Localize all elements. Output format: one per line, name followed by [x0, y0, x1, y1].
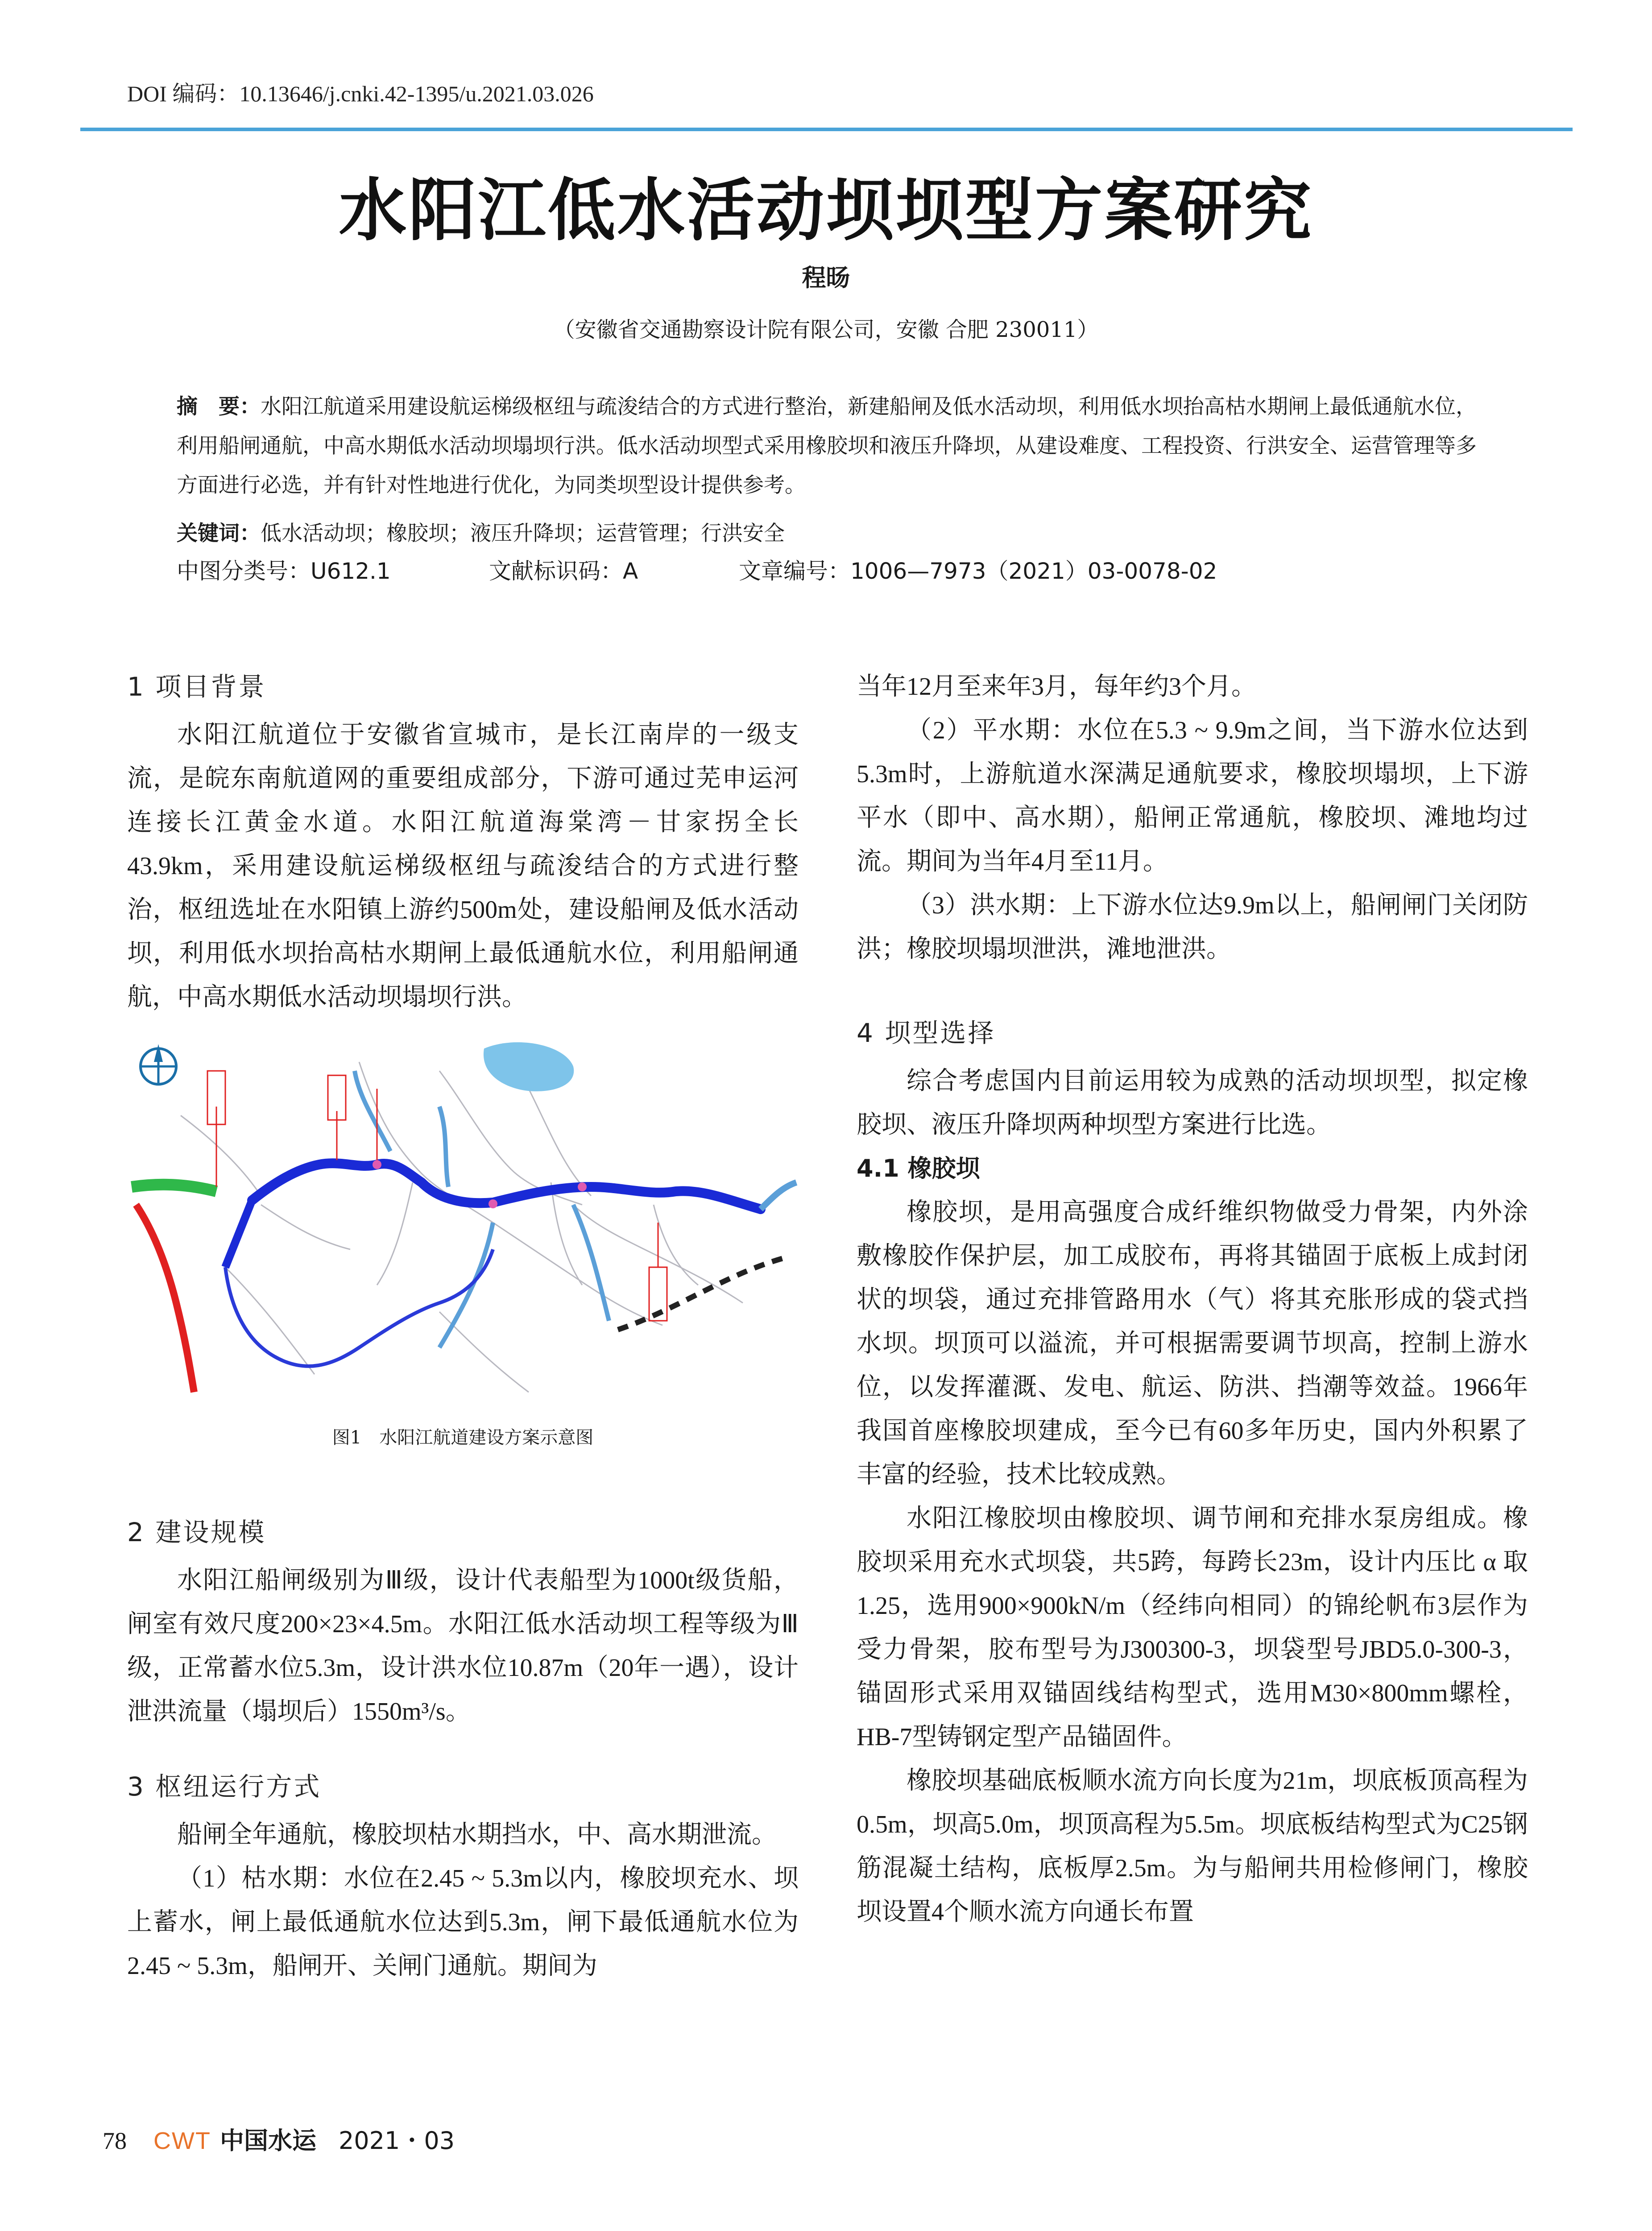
keywords	[177, 514, 1479, 553]
abstract-text: 水阳江航道采用建设航运梯级枢纽与疏浚结合的方式进行整治，新建船闸及低水活动坝，利用低水坝抬高枯水期闸上最低通航水位，利用船闸通航，中高水期低水活动坝塌坝行洪。低水活动坝型式采用橡胶坝和液压升降坝，从建设难度、工程投资、行洪安全、运营管理等多方面进行必选，并有针对性地进行优化，为同类坝型设计提供参考。	[177, 394, 1477, 498]
classification-row	[177, 553, 1217, 585]
doi-line: DOI 编码：10.13646/j.cnki.42-1395/u.2021.03.026	[127, 81, 594, 106]
section-4-1-paragraph-2: 水阳江橡胶坝由橡胶坝、调节闸和充排水泵房组成。橡胶坝采用充水式坝袋，共5跨，每跨长23m，设计内压比 α 取1.25，选用900×900kN/m（经纬向相同）的锦纶帆布3层作为受力骨架，胶布型号为J300300-3，坝袋型号JBD5.0-300-3，锚固形式采用双锚固线结构型式，选用M30×800mm螺栓，HB-7型铸钢定型产品锚固件。	[857, 1505, 1528, 1751]
figure-caption: 图1 水阳江航道建设方案示意图	[332, 1427, 594, 1448]
right-column	[857, 665, 1528, 1934]
section-1-heading: 1 项目背景	[127, 672, 266, 702]
keywords-label: 关键词：	[177, 521, 261, 546]
clc-code: 中图分类号：U612.1	[177, 558, 391, 584]
section-4-1-paragraph-1: 橡胶坝，是用高强度合成纤维织物做受力骨架，内外涂敷橡胶作保护层，加工成胶布，再将其锚固于底板上成封闭状的坝袋，通过充排管路用水（气）将其充胀形成的袋式挡水坝。坝顶可以溢流，并可根据需要调节坝高，控制上游水位，以发挥灌溉、发电、航运、防洪、挡潮等效益。1966年我国首座橡胶坝建成，至今已有60多年历史，国内外积累了丰富的经验，技术比较成熟。	[857, 1198, 1528, 1489]
section-2-paragraph: 水阳江船闸级别为Ⅲ级，设计代表船型为1000t级货船，闸室有效尺度200×23×4.5m。水阳江低水活动坝工程等级为Ⅲ级，正常蓄水位5.3m，设计洪水位10.87m（20年一遇），设计泄洪流量（塌坝后）1550m³/s。	[127, 1567, 799, 1725]
section-3-paragraph-2: （1）枯水期：水位在2.45 ~ 5.3m以内，橡胶坝充水、坝上蓄水，闸上最低通航水位达到5.3m，闸下最低通航水位为2.45 ~ 5.3m，船闸开、关闸门通航。期间为	[127, 1865, 799, 1980]
page-footer	[103, 2122, 455, 2156]
paper-author: 程旸	[802, 264, 850, 292]
header-rule	[80, 128, 1573, 131]
keywords-text: 低水活动坝；橡胶坝；液压升降坝；运营管理；行洪安全	[261, 521, 785, 546]
section-4-paragraph: 综合考虑国内目前运用较为成熟的活动坝坝型，拟定橡胶坝、液压升降坝两种坝型方案进行比选。	[857, 1067, 1528, 1139]
paragraph-dry-season-end: 当年12月至来年3月，每年约3个月。	[857, 673, 1256, 701]
journal-brand: CWT	[153, 2127, 211, 2154]
paper-title: 水阳江低水活动坝坝型方案研究	[339, 170, 1313, 250]
paragraph-flood-season: （3）洪水期：上下游水位达9.9m以上，船闸闸门关闭防洪；橡胶坝塌坝泄洪，滩地泄洪。	[857, 892, 1528, 963]
section-2-heading: 2 建设规模	[127, 1517, 266, 1547]
section-3-heading: 3 枢纽运行方式	[127, 1771, 322, 1802]
section-4-1-paragraph-3: 橡胶坝基础底板顺水流方向长度为21m，坝底板顶高程为0.5m，坝高5.0m，坝顶高程为5.5m。坝底板结构型式为C25钢筋混凝土结构，底板厚2.5m。为与船闸共用检修闸门，橡胶坝设置4个顺水流方向通长布置	[857, 1767, 1528, 1926]
paragraph-normal-season: （2）平水期：水位在5.3 ~ 9.9m之间，当下游水位达到5.3m时，上游航道水深满足通航要求，橡胶坝塌坝，上下游平水（即中、高水期），船闸正常通航，橡胶坝、滩地均过流。期间为当年4月至11月。	[857, 717, 1528, 875]
article-number: 文章编号：1006—7973（2021）03-0078-02	[739, 558, 1217, 584]
abstract	[177, 387, 1479, 505]
paper-affiliation: （安徽省交通勘察设计院有限公司，安徽 合肥 230011）	[553, 317, 1099, 342]
section-4-1-heading: 4.1 橡胶坝	[857, 1154, 980, 1182]
doc-code: 文献标识码：A	[489, 558, 638, 584]
route-map-figure	[127, 1035, 799, 1401]
left-column-bottom	[127, 1510, 799, 1988]
abstract-label: 摘 要：	[177, 394, 261, 419]
section-4-heading: 4 坝型选择	[857, 1018, 996, 1048]
journal-name: 中国水运	[219, 2127, 316, 2155]
canal-segment	[132, 1185, 216, 1191]
section-3-paragraph-1: 船闸全年通航，橡胶坝枯水期挡水，中、高水期泄流。	[177, 1821, 777, 1849]
left-column-top	[127, 665, 799, 1019]
journal-issue: 2021・03	[338, 2127, 455, 2155]
route-map	[127, 1035, 799, 1401]
section-1-paragraph: 水阳江航道位于安徽省宣城市，是长江南岸的一级支流，是皖东南航道网的重要组成部分，下游可通过芜申运河连接长江黄金水道。水阳江航道海棠湾－甘家拐全长43.9km，采用建设航运梯级枢纽与疏浚结合的方式进行整治，枢纽选址在水阳镇上游约500m处，建设船闸及低水活动坝，利用低水坝抬高枯水期闸上最低通航水位，利用船闸通航，中高水期低水活动坝塌坝行洪。	[127, 721, 799, 1011]
page-number: 78	[103, 2127, 127, 2154]
